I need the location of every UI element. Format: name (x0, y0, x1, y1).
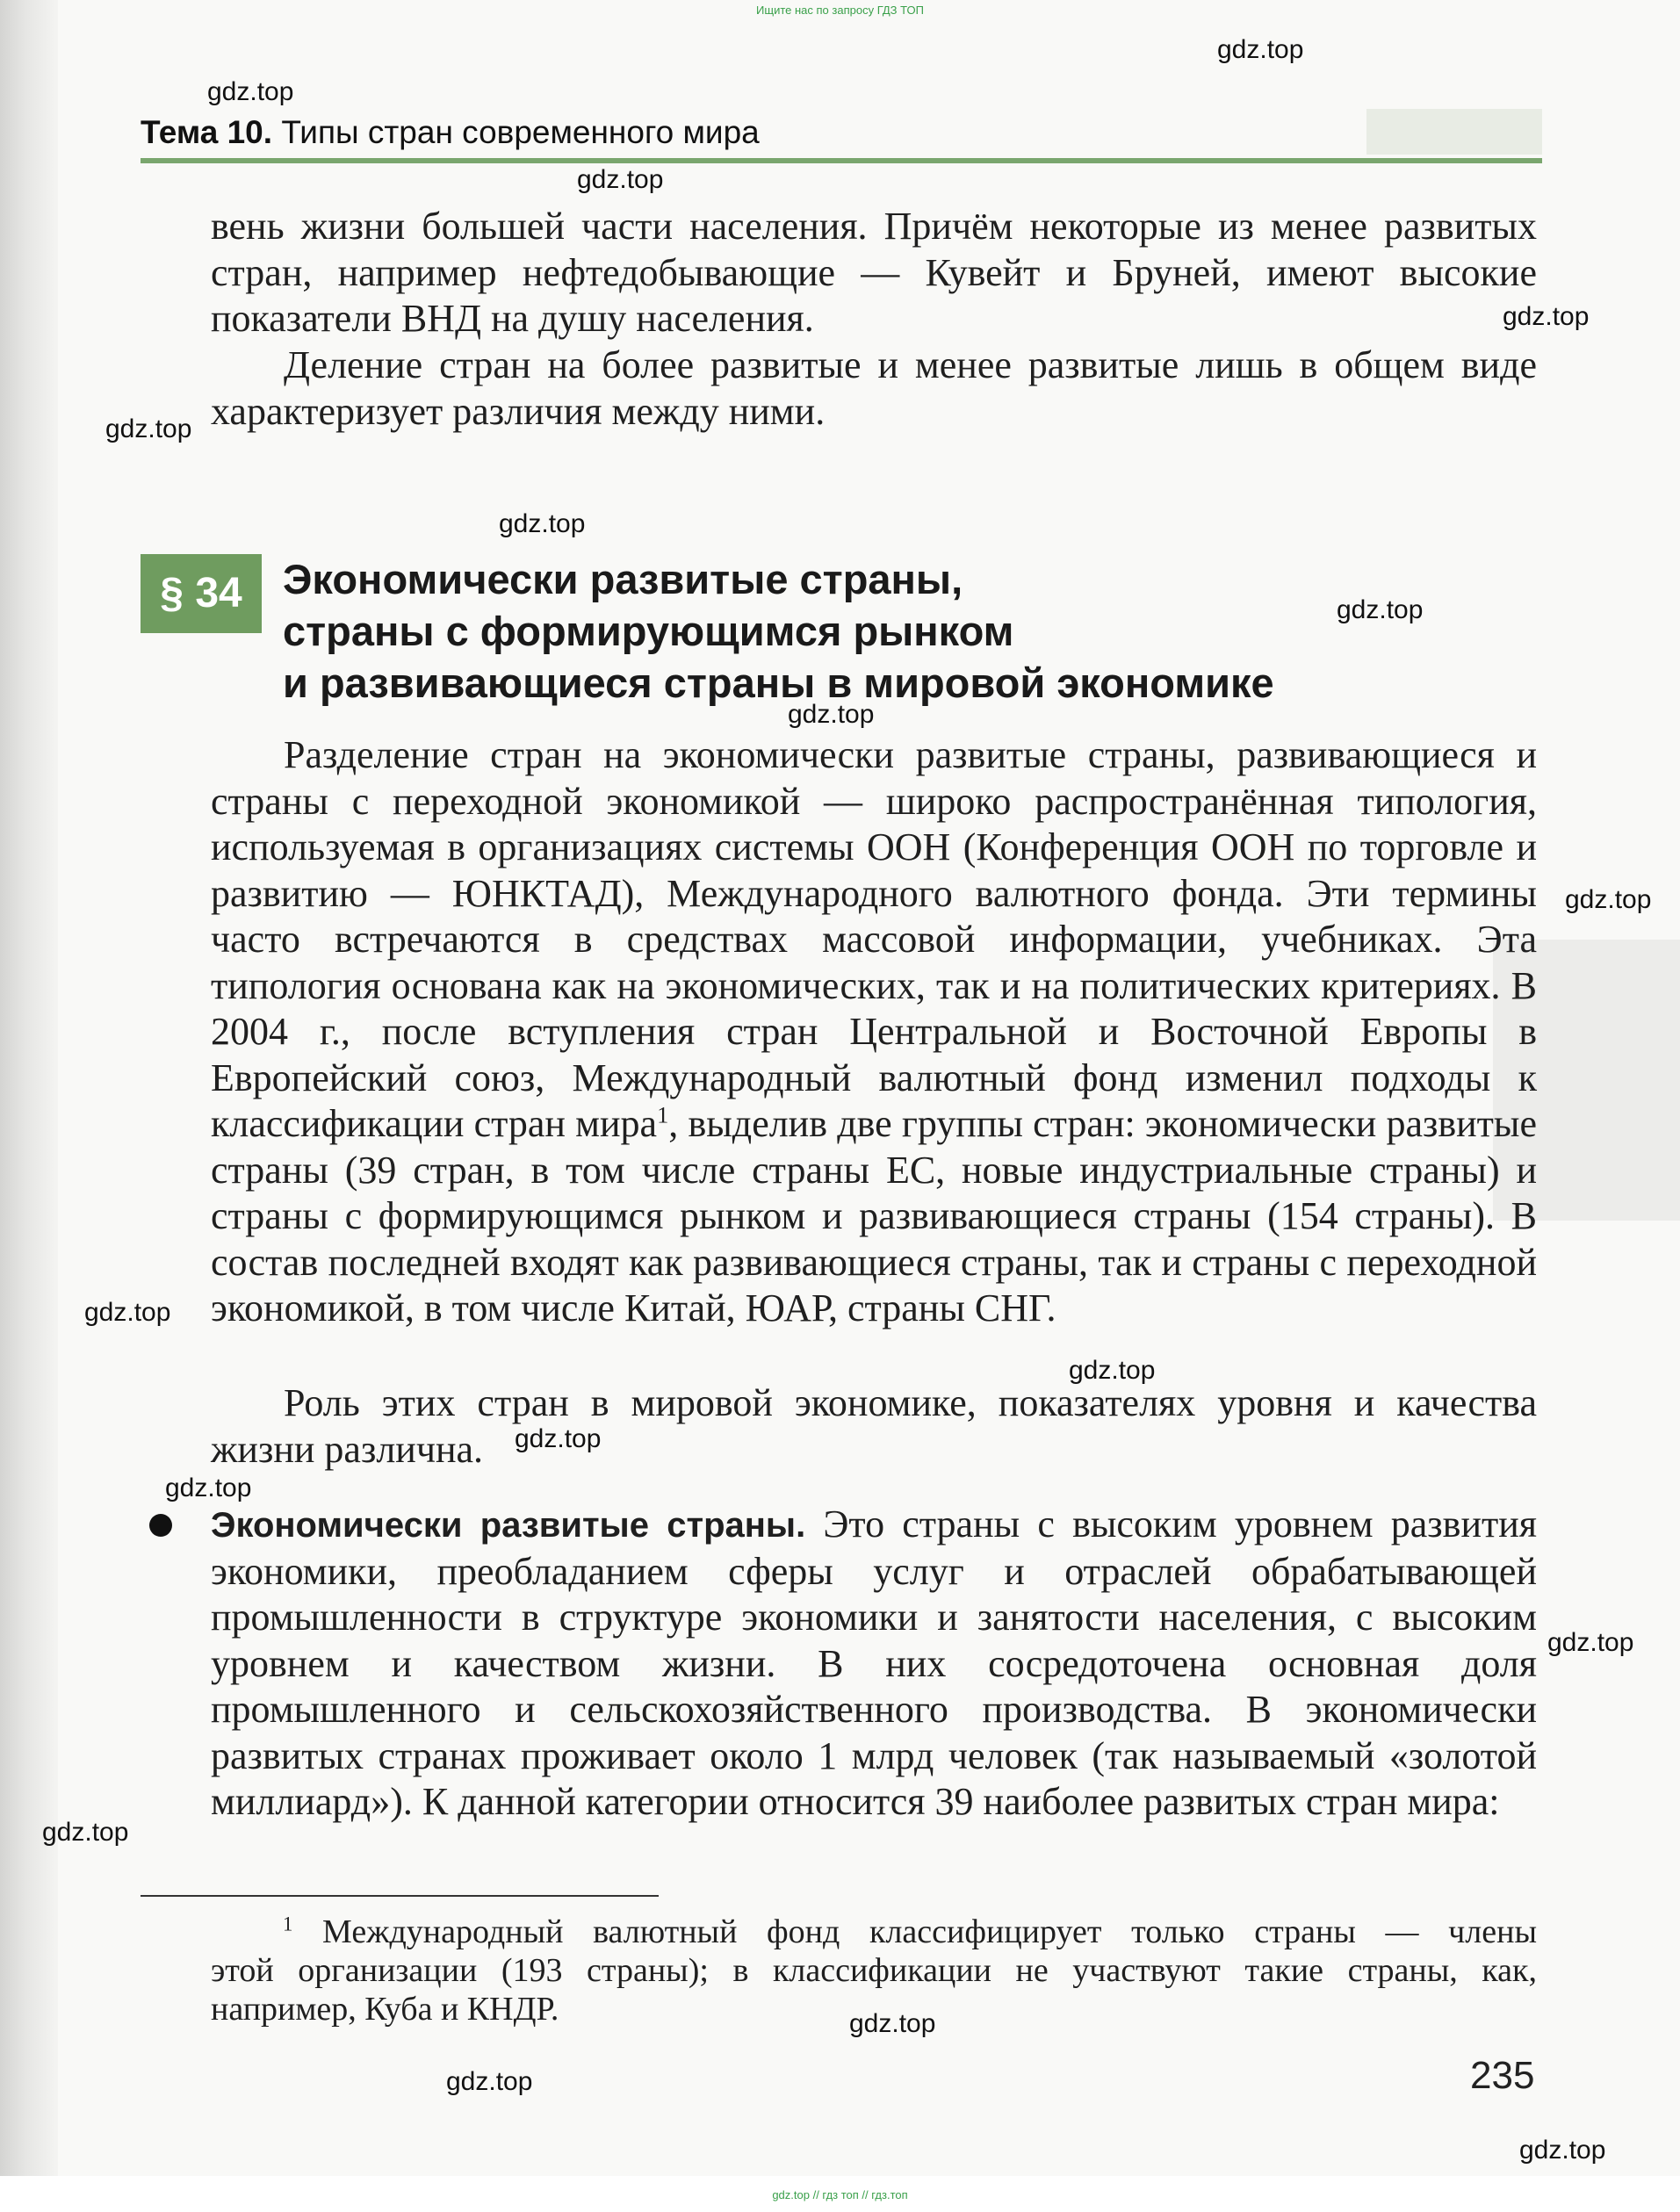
running-header (141, 114, 760, 151)
book-spine-shadow (0, 0, 58, 2212)
bottom-note: gdz.top // гдз топ // гдз.топ (772, 2188, 908, 2201)
watermark: gdz.top (207, 77, 294, 106)
footnote (211, 1913, 1537, 2028)
footnote-line (211, 1913, 1537, 1951)
section-title-line: и развивающиеся страны в мировой экономике (283, 659, 1274, 706)
body-text: Разделение стран на экономически развитые страны, развивающиеся и страны с переходной экономикой — широко распространённая типология, используемая в организациях системы ООН (Конференция ООН по торговле и развитию — ЮНКТАД), Международного валютного фонда. Эти термины часто встречаются в средствах массовой информации, учебниках. Эта типология основана как на экономических, так и на политических критериях. В 2004 г., после вступления стран Центральной и Восточной Европы в Европейский союз, Международный валютный фонд изменил подходы к классификации стран мира (211, 733, 1537, 1145)
watermark: gdz.top (849, 2009, 936, 2038)
header-rule (141, 158, 1542, 163)
footnote-rule (141, 1895, 659, 1897)
watermark: gdz.top (1547, 1628, 1634, 1657)
watermark: gdz.top (499, 509, 586, 538)
watermark: gdz.top (1519, 2136, 1606, 2165)
footnote-text: Международный валютный фонд классифицирует только страны — члены (292, 1913, 1537, 1950)
footnote-reference[interactable]: 1 (657, 1101, 669, 1128)
watermark: gdz.top (1069, 1356, 1156, 1385)
topic-label: Тема 10. (141, 114, 273, 150)
section-title-line: страны с формирующимся рынком (283, 608, 1014, 654)
watermark: gdz.top (577, 165, 664, 194)
bullet-icon (149, 1514, 172, 1537)
bullet-paragraph (211, 1502, 1537, 1826)
watermark: gdz.top (1565, 885, 1652, 914)
watermark: gdz.top (446, 2067, 533, 2096)
watermark: gdz.top (105, 414, 192, 443)
bullet-text: Это страны с высоким уровнем развития экономики, преобладанием сферы услуг и отраслей обрабатывающей промышленности в структуре экономики и занятости населения, с высоким уровнем и качеством жизни. В них сосредоточена основная доля промышленного и сельскохозяйственного производства. В экономически развитых странах проживает около 1 млрд человек (так называемый «золотой миллиард»). К данной категории относится 39 наиболее развитых стран мира: (211, 1502, 1537, 1823)
watermark: gdz.top (42, 1818, 129, 1847)
bullet-lead: Экономически развитые страны. (211, 1506, 806, 1545)
page-number: 235 (1470, 2054, 1535, 2097)
watermark: gdz.top (165, 1473, 252, 1502)
body-paragraph (211, 732, 1537, 1332)
intro-paragraph: Деление стран на более развитые и менее развитые лишь в общем виде характеризует различия между ними. (211, 343, 1537, 433)
section-number-badge: § 34 (141, 554, 262, 633)
watermark: gdz.top (788, 700, 875, 729)
section-title (283, 553, 1274, 709)
intro-paragraph: вень жизни большей части населения. Причём некоторые из менее развитых стран, например нефтедобывающие — Кувейт и Бруней, имеют высокие показатели ВНД на душу населения. (211, 205, 1537, 340)
watermark: gdz.top (1337, 595, 1424, 624)
watermark: gdz.top (1503, 302, 1590, 331)
footnote-mark: 1 (283, 1913, 293, 1935)
topic-name: Типы стран современного мира (281, 114, 760, 150)
footnote-line: например, Куба и КНДР. (211, 1991, 559, 2028)
watermark: gdz.top (1217, 35, 1304, 64)
footnote-line: этой организации (193 страны); в классификации не участвуют такие страны, как, (211, 1952, 1537, 1989)
watermark: gdz.top (84, 1298, 171, 1327)
watermark: gdz.top (515, 1424, 602, 1453)
top-search-note: Ищите нас по запросу ГДЗ ТОП (756, 4, 924, 17)
body-text: , выделив две группы стран: экономически развитые страны (39 стран, в том числе страны ЕС, новые индустриальные страны) и страны с формирующимся рынком и развивающиеся страны (154 страны). В состав последней входят как развивающиеся страны, так и страны с переходной экономикой, в том числе Китай, ЮАР, страны СНГ. (211, 1102, 1537, 1329)
body-paragraph: Роль этих стран в мировой экономике, показателях уровня и качества жизни различна. (211, 1381, 1537, 1471)
bleed-through-badge (1366, 109, 1542, 155)
section-title-line: Экономически развитые страны, (283, 556, 963, 602)
